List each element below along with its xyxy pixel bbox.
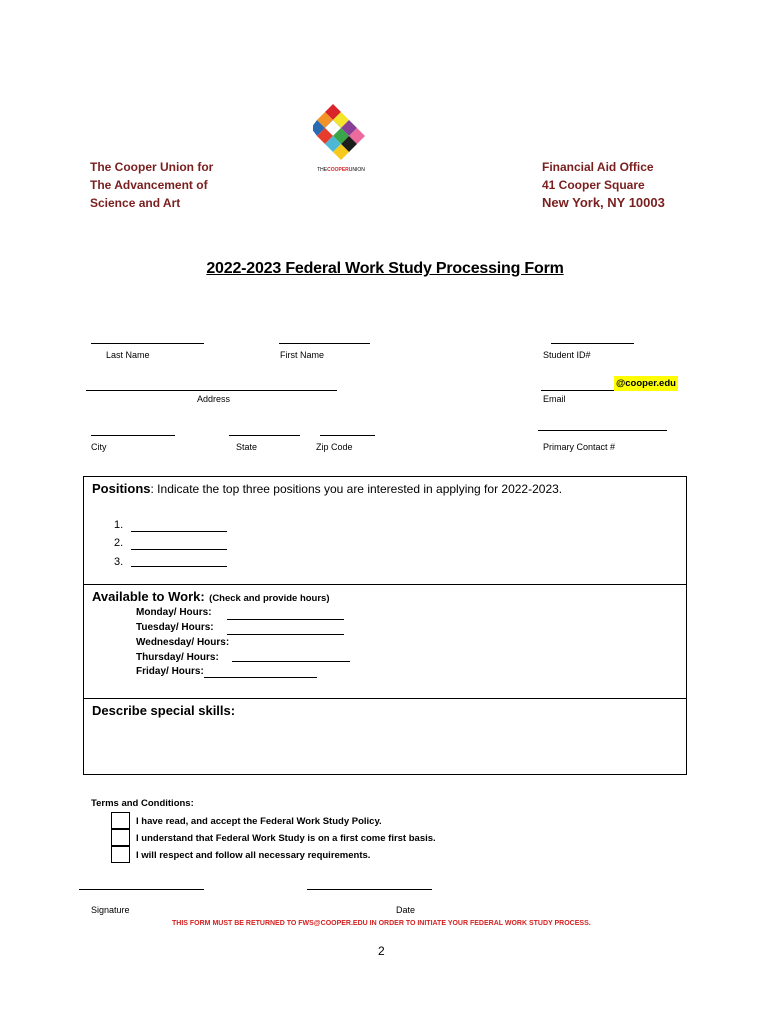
logo-text-prefix: THE [317,167,328,173]
date-label: Date [396,905,416,915]
day-thursday: Thursday/ Hours: [136,652,219,663]
position-item-3 [114,556,123,568]
friday-hours-field[interactable] [204,677,317,678]
page-number: 2 [378,944,385,958]
logo-mark-icon [313,100,369,162]
zip-code-field[interactable] [320,435,375,436]
terms-item-3: I will respect and follow all necessary requirements. [136,850,371,861]
zip-code-label: Zip Code [316,442,353,452]
position-number: 1. [114,519,124,531]
signature-label: Signature [91,905,130,915]
primary-contact-field[interactable] [538,430,667,431]
position-3-field[interactable] [131,566,227,567]
availability-section [83,584,687,699]
form-title: 2022-2023 Federal Work Study Processing Form [206,260,564,277]
skills-section [83,698,687,775]
state-label: State [236,442,258,452]
availability-heading: Available to Work: [92,589,205,604]
tuesday-hours-field[interactable] [227,634,344,635]
header-right-line: 41 Cooper Square [542,178,645,192]
student-id-field[interactable] [551,343,634,344]
thursday-hours-field[interactable] [232,661,350,662]
position-2-field[interactable] [131,549,227,550]
day-friday: Friday/ Hours: [136,666,204,677]
day-wednesday: Wednesday/ Hours: [136,637,230,648]
terms-item-2: I understand that Federal Work Study is on a first come first basis. [136,833,436,844]
position-1-field[interactable] [131,531,227,532]
header-left-line: The Advancement of [90,178,208,192]
logo-text-main: COOPER [327,167,349,173]
positions-heading-row [92,481,562,496]
signature-field[interactable] [79,889,204,890]
availability-note: (Check and provide hours) [209,593,330,604]
day-tuesday: Tuesday/ Hours: [136,622,214,633]
state-field[interactable] [229,435,300,436]
address-label: Address [197,394,231,404]
header-left [90,158,213,212]
position-item-1 [114,519,123,531]
first-name-label: First Name [280,350,325,360]
terms-checkbox-3[interactable] [111,846,130,863]
city-label: City [91,442,107,452]
positions-instruction: : Indicate the top three positions you are interested in applying for 2022-2023. [150,482,563,496]
availability-heading-row [92,588,330,606]
header-left-line: The Cooper Union for [90,160,214,174]
header-right-line: Financial Aid Office [542,160,654,174]
first-name-field[interactable] [279,343,370,344]
date-field[interactable] [307,889,432,890]
header-left-line: Science and Art [90,196,181,210]
logo-text-suffix: UNION [348,167,365,173]
header-right [542,158,665,212]
primary-contact-label: Primary Contact # [543,442,616,452]
positions-section [83,476,687,585]
last-name-field[interactable] [91,343,204,344]
email-field[interactable] [541,390,614,391]
logo-text [313,167,369,173]
email-domain-badge: @cooper.edu [616,378,676,389]
last-name-label: Last Name [106,350,150,360]
return-notice: THIS FORM MUST BE RETURNED TO FWS@COOPER.EDU IN ORDER TO INITIATE YOUR FEDERAL WORK STUDY PROCESS. [172,920,591,927]
terms-heading: Terms and Conditions: [91,798,194,809]
position-item-2 [114,537,123,549]
position-number: 3. [114,556,124,568]
address-field[interactable] [86,390,337,391]
positions-heading: Positions [92,481,151,496]
position-number: 2. [114,537,124,549]
day-monday: Monday/ Hours: [136,607,212,618]
terms-item-1: I have read, and accept the Federal Work Study Policy. [136,816,382,827]
terms-checkbox-2[interactable] [111,829,130,846]
email-label: Email [543,394,566,404]
header-right-line: New York, NY 10003 [542,195,665,210]
skills-heading: Describe special skills: [92,703,236,718]
student-id-label: Student ID# [543,350,591,360]
terms-checkbox-1[interactable] [111,812,130,829]
monday-hours-field[interactable] [227,619,344,620]
cooper-union-logo [313,100,369,173]
city-field[interactable] [91,435,175,436]
